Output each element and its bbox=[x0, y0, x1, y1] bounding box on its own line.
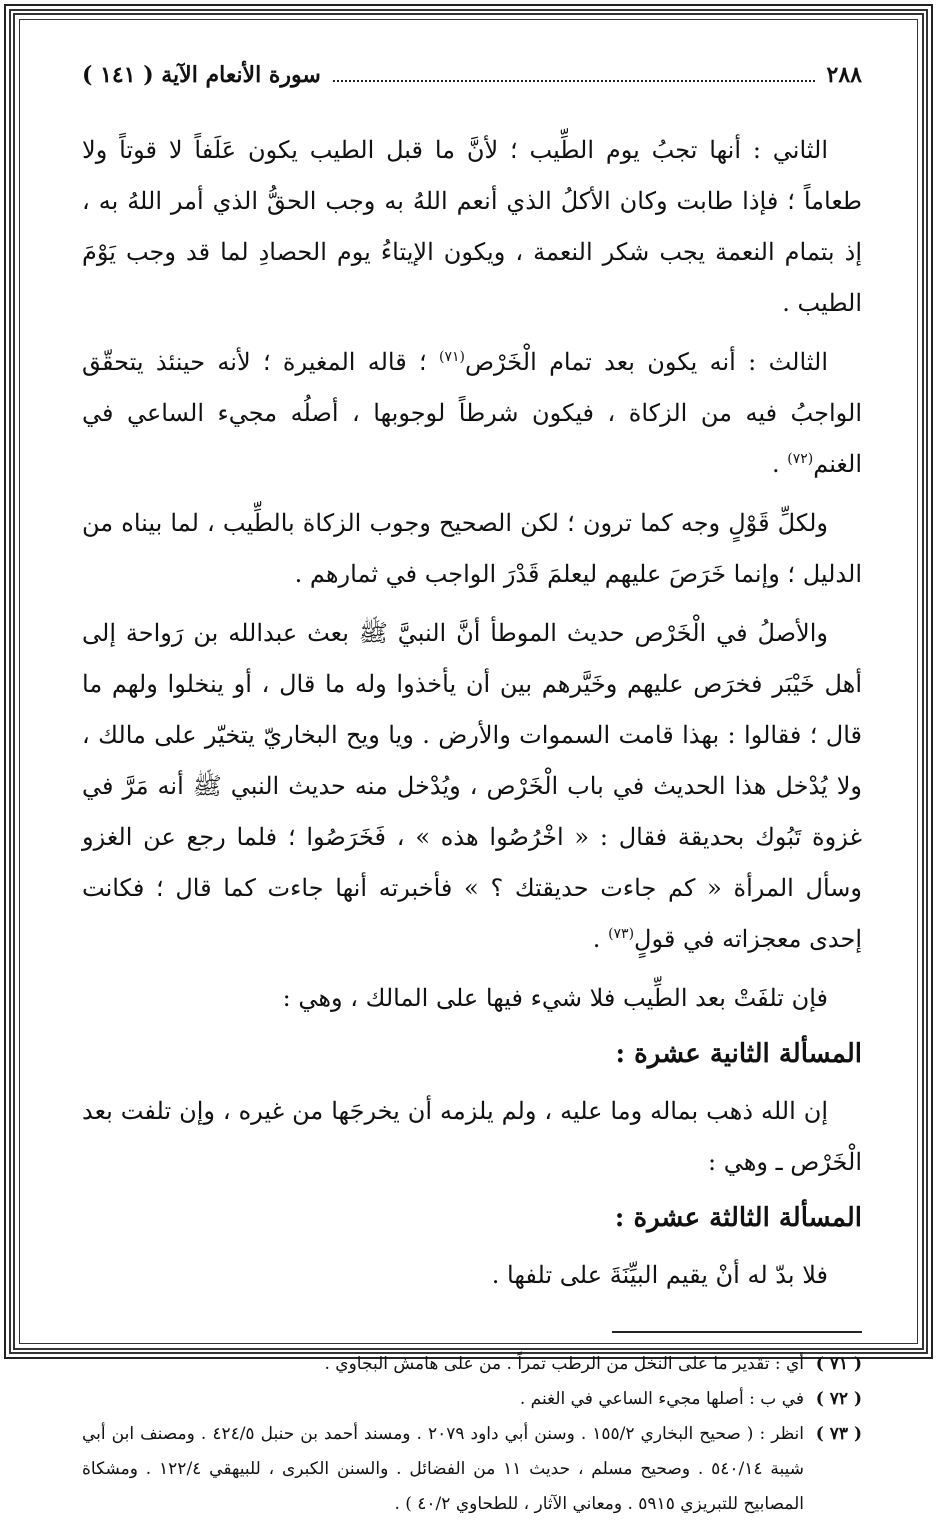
footnote-text: انظر : ( صحيح البخاري ١٥٥/٢ . وسنن أبي داود ٢٠٧٩ . ومسند أحمد بن حنبل ٤٢٤/٥ . ومصنف ابن أبي شيبة ٥٤٠/١٤ . وصحيح مسلم ، حديث ١١ من الفضائل . والسنن الكبرى ، للبيهقي ١٢٢/٤ . ومشكاة المصابيح للتبريزي ٥٩١٥ . ومعاني الآثار ، للطحاوي ٤٠/٢ ) . bbox=[82, 1424, 804, 1514]
issue-13-text: فلا بدّ له أنْ يقيم البيِّنَةَ على تلفها . bbox=[491, 1261, 828, 1289]
paragraph-loss: فإن تلفَتْ بعد الطِّيب فلا شيء فيها على المالك ، وهي : bbox=[282, 984, 828, 1012]
footnote-text: في ب : أصلها مجيء الساعي في الغنم . bbox=[519, 1389, 804, 1409]
issue-13-heading: المسألة الثالثة عشرة : bbox=[614, 1203, 862, 1233]
footnote-ref-71[interactable]: (٧١) bbox=[439, 349, 465, 365]
issue-12-text: إن الله ذهب بماله وما عليه ، ولم يلزمه أن يخرجَها من غيره ، وإن تلفت بعد الْخَرْص ـ وهي : bbox=[82, 1097, 862, 1176]
footnote-71 bbox=[82, 1347, 862, 1382]
paragraph-text: الثالث : أنه يكون بعد تمام الْخَرْص bbox=[465, 348, 828, 376]
footnote-text: أي : تقدير ما على النخل من الرطب تمراً . من على هامش البجاوي . bbox=[324, 1354, 804, 1374]
surah-title: سورة الأنعام الآية ( ١٤١ ) bbox=[82, 62, 321, 88]
issue-12-heading: المسألة الثانية عشرة : bbox=[615, 1039, 862, 1069]
footnote-number: ( ٧٢ ) bbox=[815, 1389, 862, 1409]
paragraph-second-opinion: الثاني : أنها تجبُ يوم الطِّيب ؛ لأنَّ ما قبل الطيب يكون عَلَفاً لا قوتاً ولا طعاماً ؛ فإذا طابت وكان الأكلُ الذي أنعم اللهُ به وجب الحقُّ الذي أمر اللهُ به ، إذ بتمام النعمة يجب شكر النعمة ، ويكون الإيتاءُ يوم الحصادِ لما قد وجب يَوْمَ الطيب . bbox=[82, 136, 862, 317]
paragraph-third-opinion bbox=[82, 337, 862, 490]
footnote-ref-73[interactable]: (٧٣) bbox=[608, 926, 635, 942]
paragraph-text: . bbox=[771, 450, 788, 478]
page-content bbox=[82, 55, 862, 1522]
footnote-ref-72[interactable]: (٧٢) bbox=[787, 451, 814, 467]
paragraph-text: ؛ قاله المغيرة ؛ لأنه حينئذ يتحقّق الواجبُ فيه من الزكاة ، فيكون شرطاً لوجوبها ، أصلُه مجيء الساعي في الغنم bbox=[82, 348, 862, 478]
footnote-73 bbox=[82, 1417, 862, 1522]
footnote-number: ( ٧١ ) bbox=[815, 1354, 862, 1374]
footnote-number: ( ٧٣ ) bbox=[815, 1424, 862, 1444]
footnote-72 bbox=[82, 1382, 862, 1417]
leader-dots bbox=[333, 80, 815, 82]
paragraph-conclusion: ولكلِّ قَوْلٍ وجه كما ترون ؛ لكن الصحيح وجوب الزكاة بالطِّيب ، لما بيناه من الدليل ؛ وإنما خَرَصَ عليهم ليعلمَ قَدْرَ الواجب في ثمارهم . bbox=[82, 509, 862, 588]
page-number: ٢٨٨ bbox=[826, 62, 862, 88]
paragraph-text: . bbox=[592, 925, 609, 953]
paragraph-text: والأصلُ في الْخَرْص حديث الموطأ أنَّ النبيَّ ﷺ بعث عبدالله بن رَواحة إلى أهل خَيْبَر فخرَص عليهم وخَيَّرهم بين أن يأخذوا وله ما قال ، أو ينخلوا ولهم ما قال ؛ فقالوا : بهذا قامت السموات والأرض . ويا ويح البخاريّ يتخيّر على مالك ، ولا يُدْخل هذا الحديث في باب الْخَرْص ، ويُدْخل منه حديث النبي ﷺ أنه مَرَّ في غزوة تَبُوك بحديقة فقال : « اخْرُصُوا هذه » ، فَخَرَصُوا ؛ فلما رجع عن الغزو وسأل المرأة « كم جاءت حديقتك ؟ » فأخبرته أنها جاءت كما قال ؛ فكانت إحدى معجزاته في قولٍ bbox=[82, 619, 862, 953]
paragraph-kharas-origin bbox=[82, 608, 862, 965]
footnote-divider bbox=[612, 1331, 862, 1333]
running-head bbox=[82, 55, 862, 95]
